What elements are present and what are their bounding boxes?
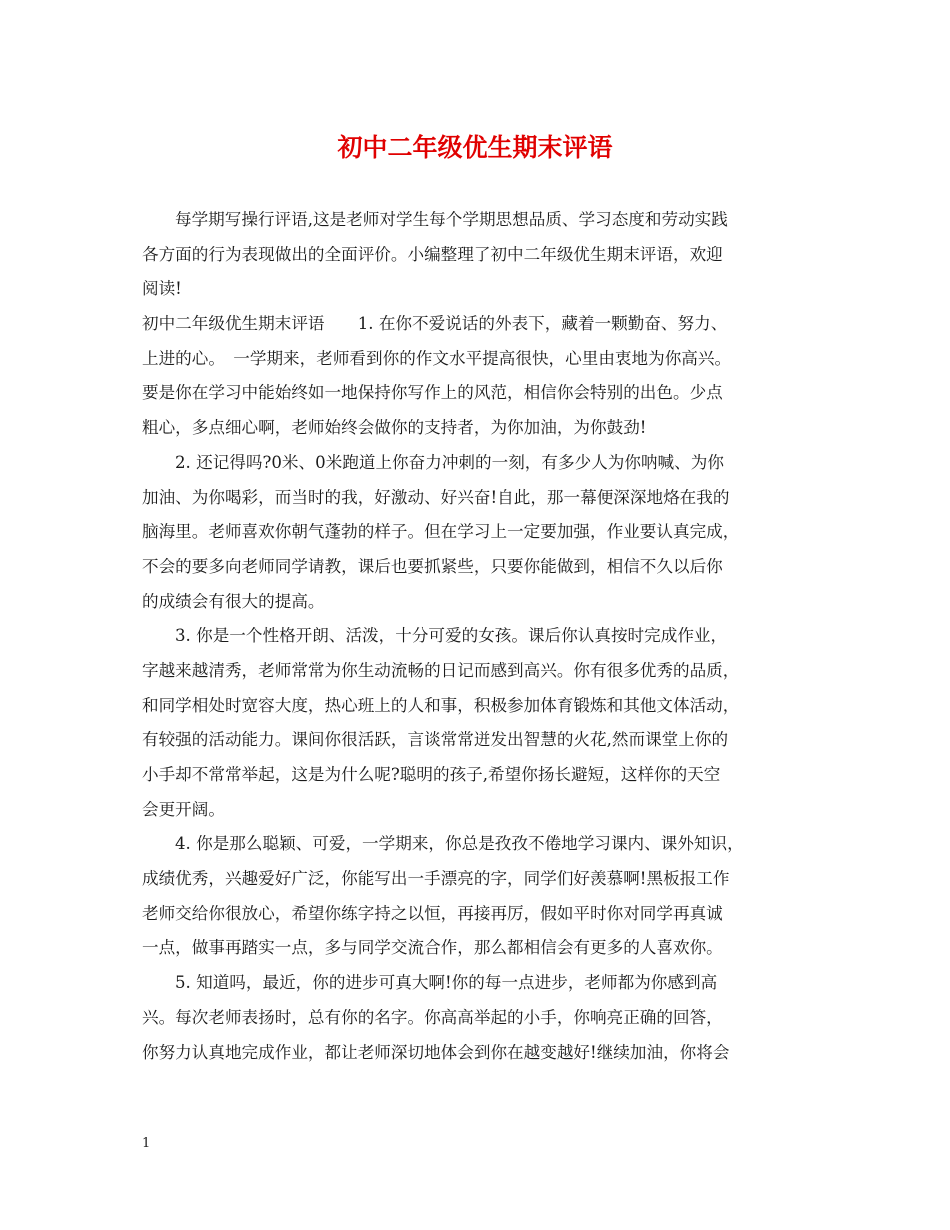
- body-line: 不会的要多向老师同学请教，课后也要抓紧些，只要你能做到，相信不久以后你: [142, 556, 723, 576]
- body-line: 脑海里。老师喜欢你朝气蓬勃的样子。但在学习上一定要加强，作业要认真完成，: [142, 522, 740, 542]
- body-line: 各方面的行为表现做出的全面评价。小编整理了初中二年级优生期末评语，欢迎: [142, 244, 723, 264]
- document-title: 初中二年级优生期末评语: [337, 133, 613, 162]
- body-line: 5. 知道吗，最近，你的进步可真大啊!你的每一点进步，老师都为你感到高: [175, 973, 718, 993]
- body-line: 有较强的活动能力。课间你很活跃，言谈常常迸发出智慧的火花,然而课堂上你的: [142, 730, 729, 750]
- page-number: 1: [142, 1136, 151, 1151]
- body-line: 的成绩会有很大的提高。: [142, 591, 325, 611]
- document-body: [142, 203, 822, 1070]
- body-line: 阅读!: [142, 279, 182, 299]
- body-line: 每学期写操行评语,这是老师对学生每个学期思想品质、学习态度和劳动实践: [175, 210, 728, 229]
- body-line: 粗心，多点细心啊，老师始终会做你的支持者，为你加油，为你鼓劲!: [142, 418, 647, 438]
- body-line: 字越来越清秀，老师常常为你生动流畅的日记而感到高兴。你有很多优秀的品质，: [142, 660, 740, 680]
- body-line: 兴。每次老师表扬时，总有你的名字。你高高举起的小手，你响亮正确的回答，: [142, 1007, 723, 1027]
- body-line: 4. 你是那么聪颖、可爱，一学期来，你总是孜孜不倦地学习课内、课外知识，: [175, 834, 744, 854]
- body-line: 上进的心。 一学期来，老师看到你的作文水平提高很快，心里由衷地为你高兴。: [142, 348, 732, 368]
- body-line: 初中二年级优生期末评语 1. 在你不爱说话的外表下，藏着一颗勤奋、努力、: [142, 314, 728, 334]
- body-line: 老师交给你很放心，希望你练字持之以恒，再接再厉，假如平时你对同学再真诚: [142, 903, 723, 923]
- body-line: 加油、为你喝彩，而当时的我，好激动、好兴奋!自此，那一幕便深深地烙在我的: [142, 487, 730, 507]
- body-line: 要是你在学习中能始终如一地保持你写作上的风范，相信你会特别的出色。少点: [142, 383, 723, 403]
- body-line: 一点，做事再踏实一点，多与同学交流合作，那么都相信会有更多的人喜欢你。: [142, 938, 723, 958]
- body-line: 小手却不常常举起，这是为什么呢?聪明的孩子,希望你扬长避短，这样你的天空: [142, 765, 721, 784]
- body-line: 成绩优秀，兴趣爱好广泛，你能写出一手漂亮的字，同学们好羡慕啊!黑板报工作: [142, 869, 730, 889]
- body-line: 2. 还记得吗?0米、0米跑道上你奋力冲刺的一刻，有多少人为你呐喊、为你: [175, 452, 724, 472]
- body-line: 和同学相处时宽容大度，热心班上的人和事，积极参加体育锻炼和其他文体活动，: [142, 695, 740, 715]
- body-line: 会更开阔。: [142, 799, 225, 819]
- body-line: 3. 你是一个性格开朗、活泼，十分可爱的女孩。课后你认真按时完成作业，: [175, 626, 728, 646]
- body-line: 你努力认真地完成作业，都让老师深切地体会到你在越变越好!继续加油，你将会: [142, 1042, 730, 1062]
